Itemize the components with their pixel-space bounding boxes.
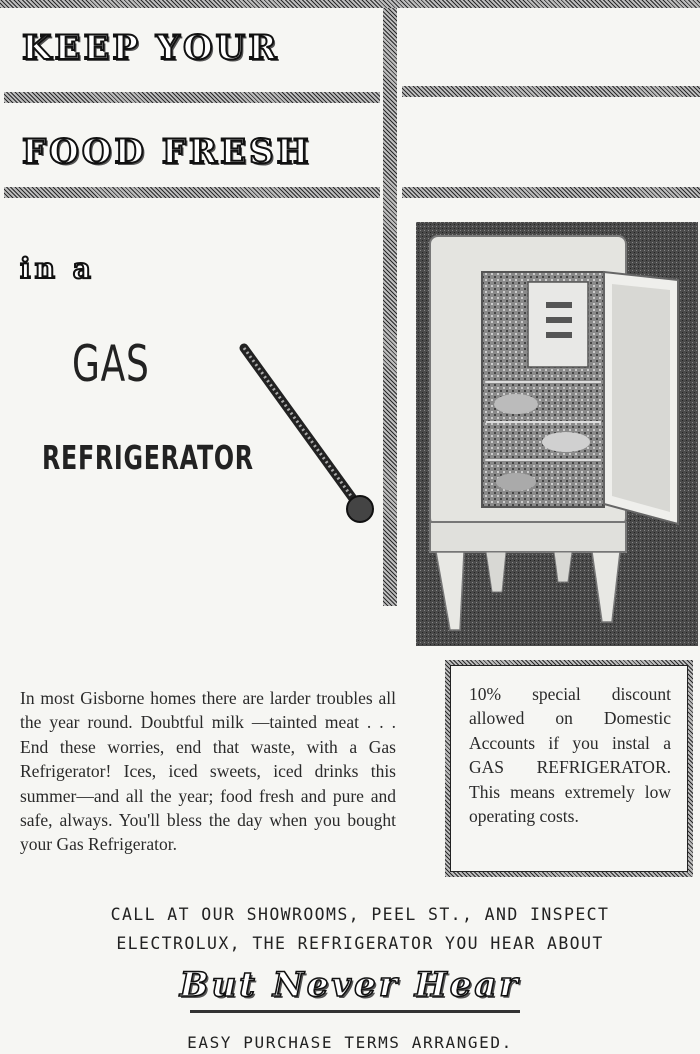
product-title-line-1: GAS (72, 335, 150, 393)
right-rule-2 (402, 187, 700, 198)
slogan: But Never Hear (179, 965, 521, 1005)
refrigerator-photo (416, 222, 698, 646)
headline-line-1: KEEP YOUR (22, 28, 280, 68)
headline-rule-1 (4, 92, 380, 103)
slogan-underline (190, 1010, 520, 1013)
headline-rule-2 (4, 187, 380, 198)
call-to-action (20, 900, 700, 958)
body-copy: In most Gisborne homes there are larder troubles all the year round. Doubtful milk —tainted meat . . . End these worries, end that waste, with a Gas Refrigerator! Ices, iced sweets, iced drinks this summer—and all the year; food fresh and pure and safe, always. You'll bless the day when you bought your Gas Refrigerator. (20, 688, 396, 855)
discount-text: 10% special discount allowed on Domestic Accounts if you instal a GAS REFRIGERATOR. This means extremely low operating costs. (450, 665, 688, 872)
pointer-graphic (236, 340, 380, 530)
terms-text: EASY PURCHASE TERMS ARRANGED. (187, 1033, 513, 1052)
headline-line-2: FOOD FRESH (22, 132, 312, 172)
call-to-action-line-2: ELECTROLUX, THE REFRIGERATOR YOU HEAR ABOUT (116, 934, 604, 953)
top-border (0, 0, 700, 8)
discount-box (445, 660, 693, 877)
product-title-line-2: REFRIGERATOR (42, 438, 254, 477)
call-to-action-line-1: CALL AT OUR SHOWROOMS, PEEL ST., AND INSPECT (110, 905, 610, 924)
right-rule-1 (402, 86, 700, 97)
vertical-divider (383, 8, 397, 606)
intro-text: in a (20, 252, 95, 285)
